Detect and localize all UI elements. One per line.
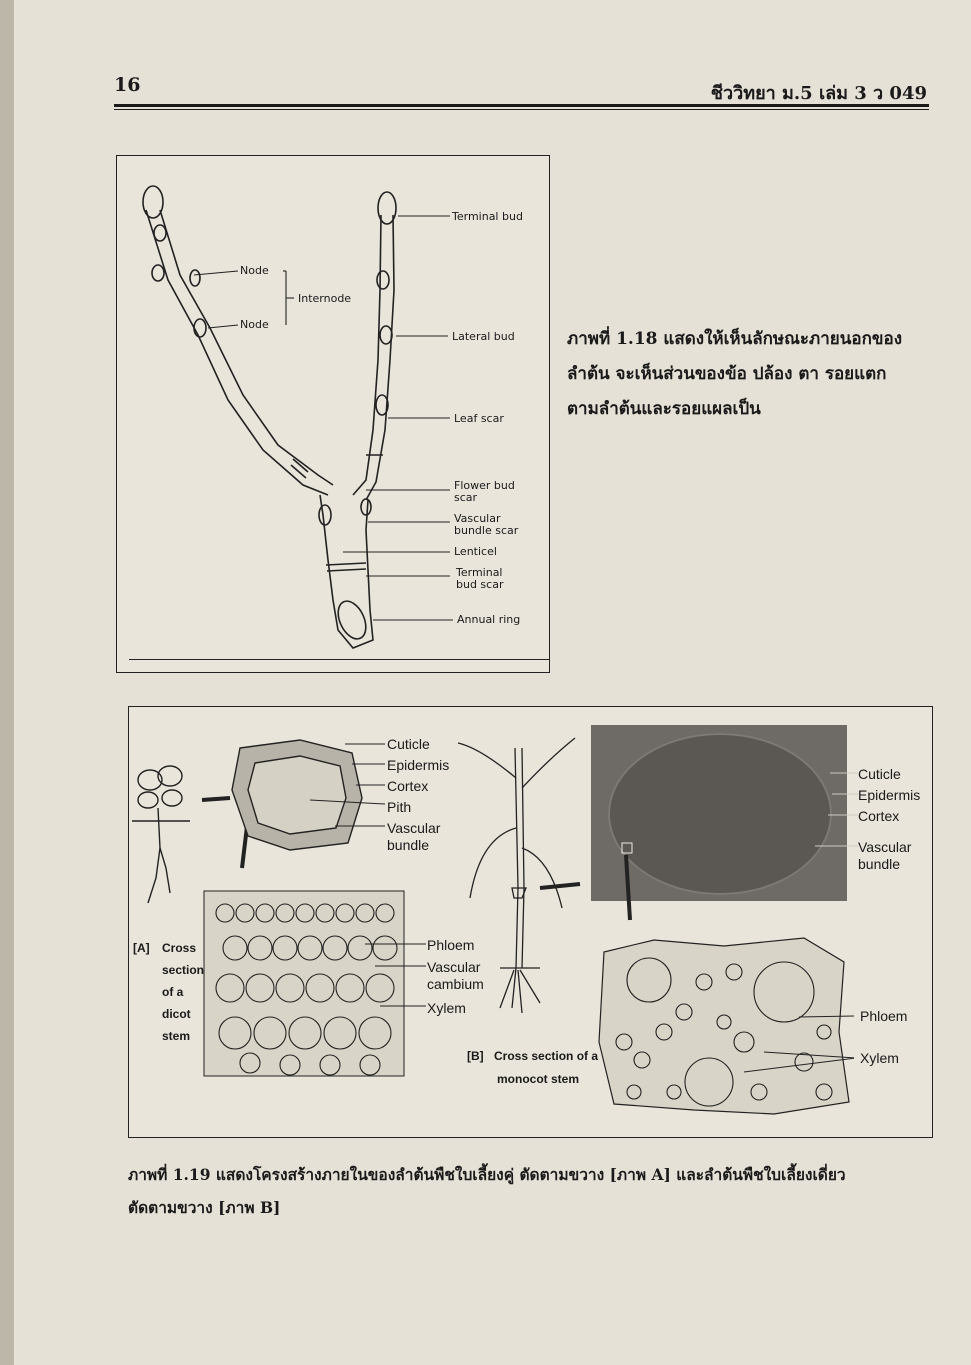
label-lenticel: Lenticel [454,545,497,558]
dicot-label-cuticle: Cuticle [387,736,430,752]
caption-line: ตัดตามขวาง [ภาพ B] [128,1198,281,1217]
label-leaf-scar: Leaf scar [454,412,504,425]
page-edge [0,0,14,1365]
dicot-label-vascular: Vascular [387,820,441,836]
monocot-leaders [600,725,860,935]
panel-a-line: section [162,963,205,977]
label-flower-bud-scar-1: Flower bud [454,479,515,492]
label-terminal-bud-scar-2: bud scar [456,578,504,591]
caption-line: ภาพที่ 1.18 แสดงให้เห็นลักษณะภายนอกของ [567,329,903,349]
dicot-label-epidermis: Epidermis [387,757,450,773]
monocot-cells [594,932,854,1122]
label-annual-ring: Annual ring [457,613,521,626]
dicot-label-bundle: bundle [387,837,430,853]
panel-a-line: stem [162,1029,191,1043]
header-rule-thin [114,109,929,110]
dicot-label-pith: Pith [387,799,412,815]
monocot-label-xylem: Xylem [860,1050,899,1066]
monocot-label-bundle: bundle [858,856,901,872]
panel-a-line: dicot [162,1007,191,1021]
dicot-label-phloem: Phloem [427,937,475,953]
label-node-top: Node [240,264,269,277]
header-rule [114,104,929,107]
caption-line: ตามลำต้นและรอยแผลเป็น [567,399,761,419]
caption-line: ลำต้น จะเห็นส่วนของข้อ ปล้อง ตา รอยแตก [567,364,887,384]
figure-1-19-caption [128,1158,938,1224]
monocot-label-phloem: Phloem [860,1008,908,1024]
panel-b-line1: Cross section of a [494,1049,599,1063]
label-terminal-bud: Terminal bud [452,210,523,223]
label-internode: Internode [298,292,352,305]
label-node-bottom: Node [240,318,269,331]
caption-line: ภาพที่ 1.19 แสดงโครงสร้างภายในของลำต้นพืชใบเลี้ยงคู่ ตัดตามขวาง [ภาพ A] และลำต้นพืชใบเลี้ยงเดี่ยว [128,1165,846,1184]
page-number: 16 [114,74,141,96]
label-vascular-bundle-scar-1: Vascular [454,512,501,525]
monocot-label-vascular: Vascular [858,839,912,855]
panel-a-line: Cross [162,941,197,955]
dicot-label-vascular-cambium-1: Vascular [427,959,481,975]
label-vascular-bundle-scar-2: bundle scar [454,524,519,537]
monocot-label-cuticle: Cuticle [858,766,901,782]
dicot-label-xylem: Xylem [427,1000,466,1016]
label-flower-bud-scar-2: scar [454,491,478,504]
label-lateral-bud: Lateral bud [452,330,515,343]
book-title: ชีววิทยา ม.5 เล่ม 3 ว 049 [710,83,927,104]
panel-b-tag: [B] [467,1049,484,1063]
label-terminal-bud-scar-1: Terminal [456,566,503,579]
monocot-label-epidermis: Epidermis [858,787,921,803]
panel-a-line: of a [162,985,184,999]
monocot-label-cortex: Cortex [858,808,900,824]
figure-1-18-caption [567,322,935,427]
dicot-label-vascular-cambium-2: cambium [427,976,484,992]
panel-b-line2: monocot stem [497,1072,580,1086]
panel-a-tag: [A] [133,941,150,955]
dicot-label-cortex: Cortex [387,778,429,794]
